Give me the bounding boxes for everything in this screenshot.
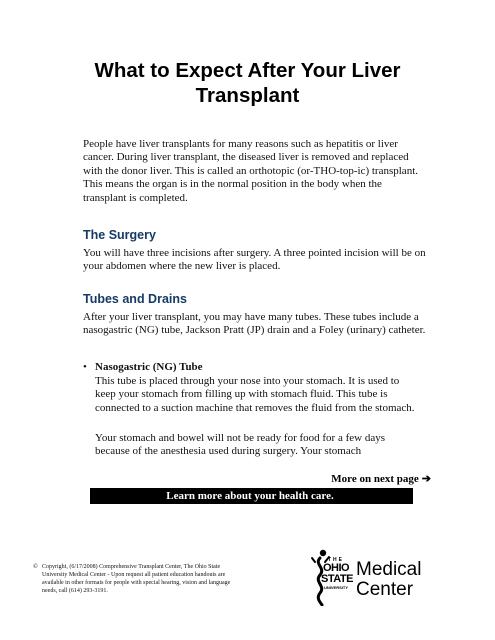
seal-the: THE bbox=[328, 557, 344, 563]
seal-university: UNIVERSITY bbox=[323, 585, 348, 590]
tubes-paragraph: After your liver transplant, you may have many tubes. These tubes include a nasogastric (NG) tube, Jackson Pratt (JP) drain and a Foley (urinary) catheter. bbox=[83, 311, 426, 337]
more-next-page-label: More on next page bbox=[331, 473, 419, 485]
intro-paragraph: People have liver transplants for many reasons such as hepatitis or liver cancer. During liver transplant, the diseased liver is removed and replaced with the donor liver. This is called an orthotopic (or-THO-top-ic) transplant. This means the organ is in the normal position in the body when the transplant is completed. bbox=[83, 138, 418, 204]
page-title: What to Expect After Your Liver Transplant bbox=[94, 59, 401, 107]
ng-tube-paragraph-1: This tube is placed through your nose into your stomach. It is used to keep your stomach from filling up with stomach fluid. This tube is connected to a suction machine that removes the fluid from the stomach. bbox=[95, 375, 415, 414]
learn-more-banner: Learn more about your health care. bbox=[87, 488, 413, 504]
seal-state: STATE bbox=[321, 573, 353, 585]
arrow-right-icon: ➔ bbox=[421, 473, 431, 485]
ng-tube-paragraph-2: Your stomach and bowel will not be ready for food for a few days because of the anesthesia used during surgery. Your stomach bbox=[95, 432, 386, 458]
ohio-state-seal bbox=[321, 557, 351, 601]
copyright-notice: Copyright, (6/17/2008) Comprehensive Transplant Center, The Ohio State University Medical Center - Upon request all patient education handouts are available in other formats for people with special hearing, vision and language needs, call (614) 293-3191. bbox=[42, 564, 231, 594]
tubes-heading: Tubes and Drains bbox=[83, 292, 187, 306]
banner-divider bbox=[87, 488, 90, 504]
surgery-paragraph: You will have three incisions after surgery. A three pointed incision will be on your abdomen where the new liver is placed. bbox=[83, 247, 426, 273]
intro-section bbox=[83, 138, 428, 205]
logo-wordmark bbox=[356, 560, 421, 600]
tubes-section bbox=[83, 291, 428, 338]
seal-ohio: OHIO bbox=[322, 562, 350, 574]
bullet-icon: • bbox=[83, 361, 87, 373]
ng-tube-label: Nasogastric (NG) Tube bbox=[95, 361, 203, 373]
logo-center: Center bbox=[356, 579, 414, 600]
copyright-icon: © bbox=[33, 563, 38, 570]
surgery-heading: The Surgery bbox=[83, 228, 156, 242]
more-next-page bbox=[331, 473, 431, 486]
logo-medical: Medical bbox=[356, 559, 422, 580]
medical-center-logo bbox=[300, 548, 450, 606]
surgery-section bbox=[83, 227, 428, 274]
